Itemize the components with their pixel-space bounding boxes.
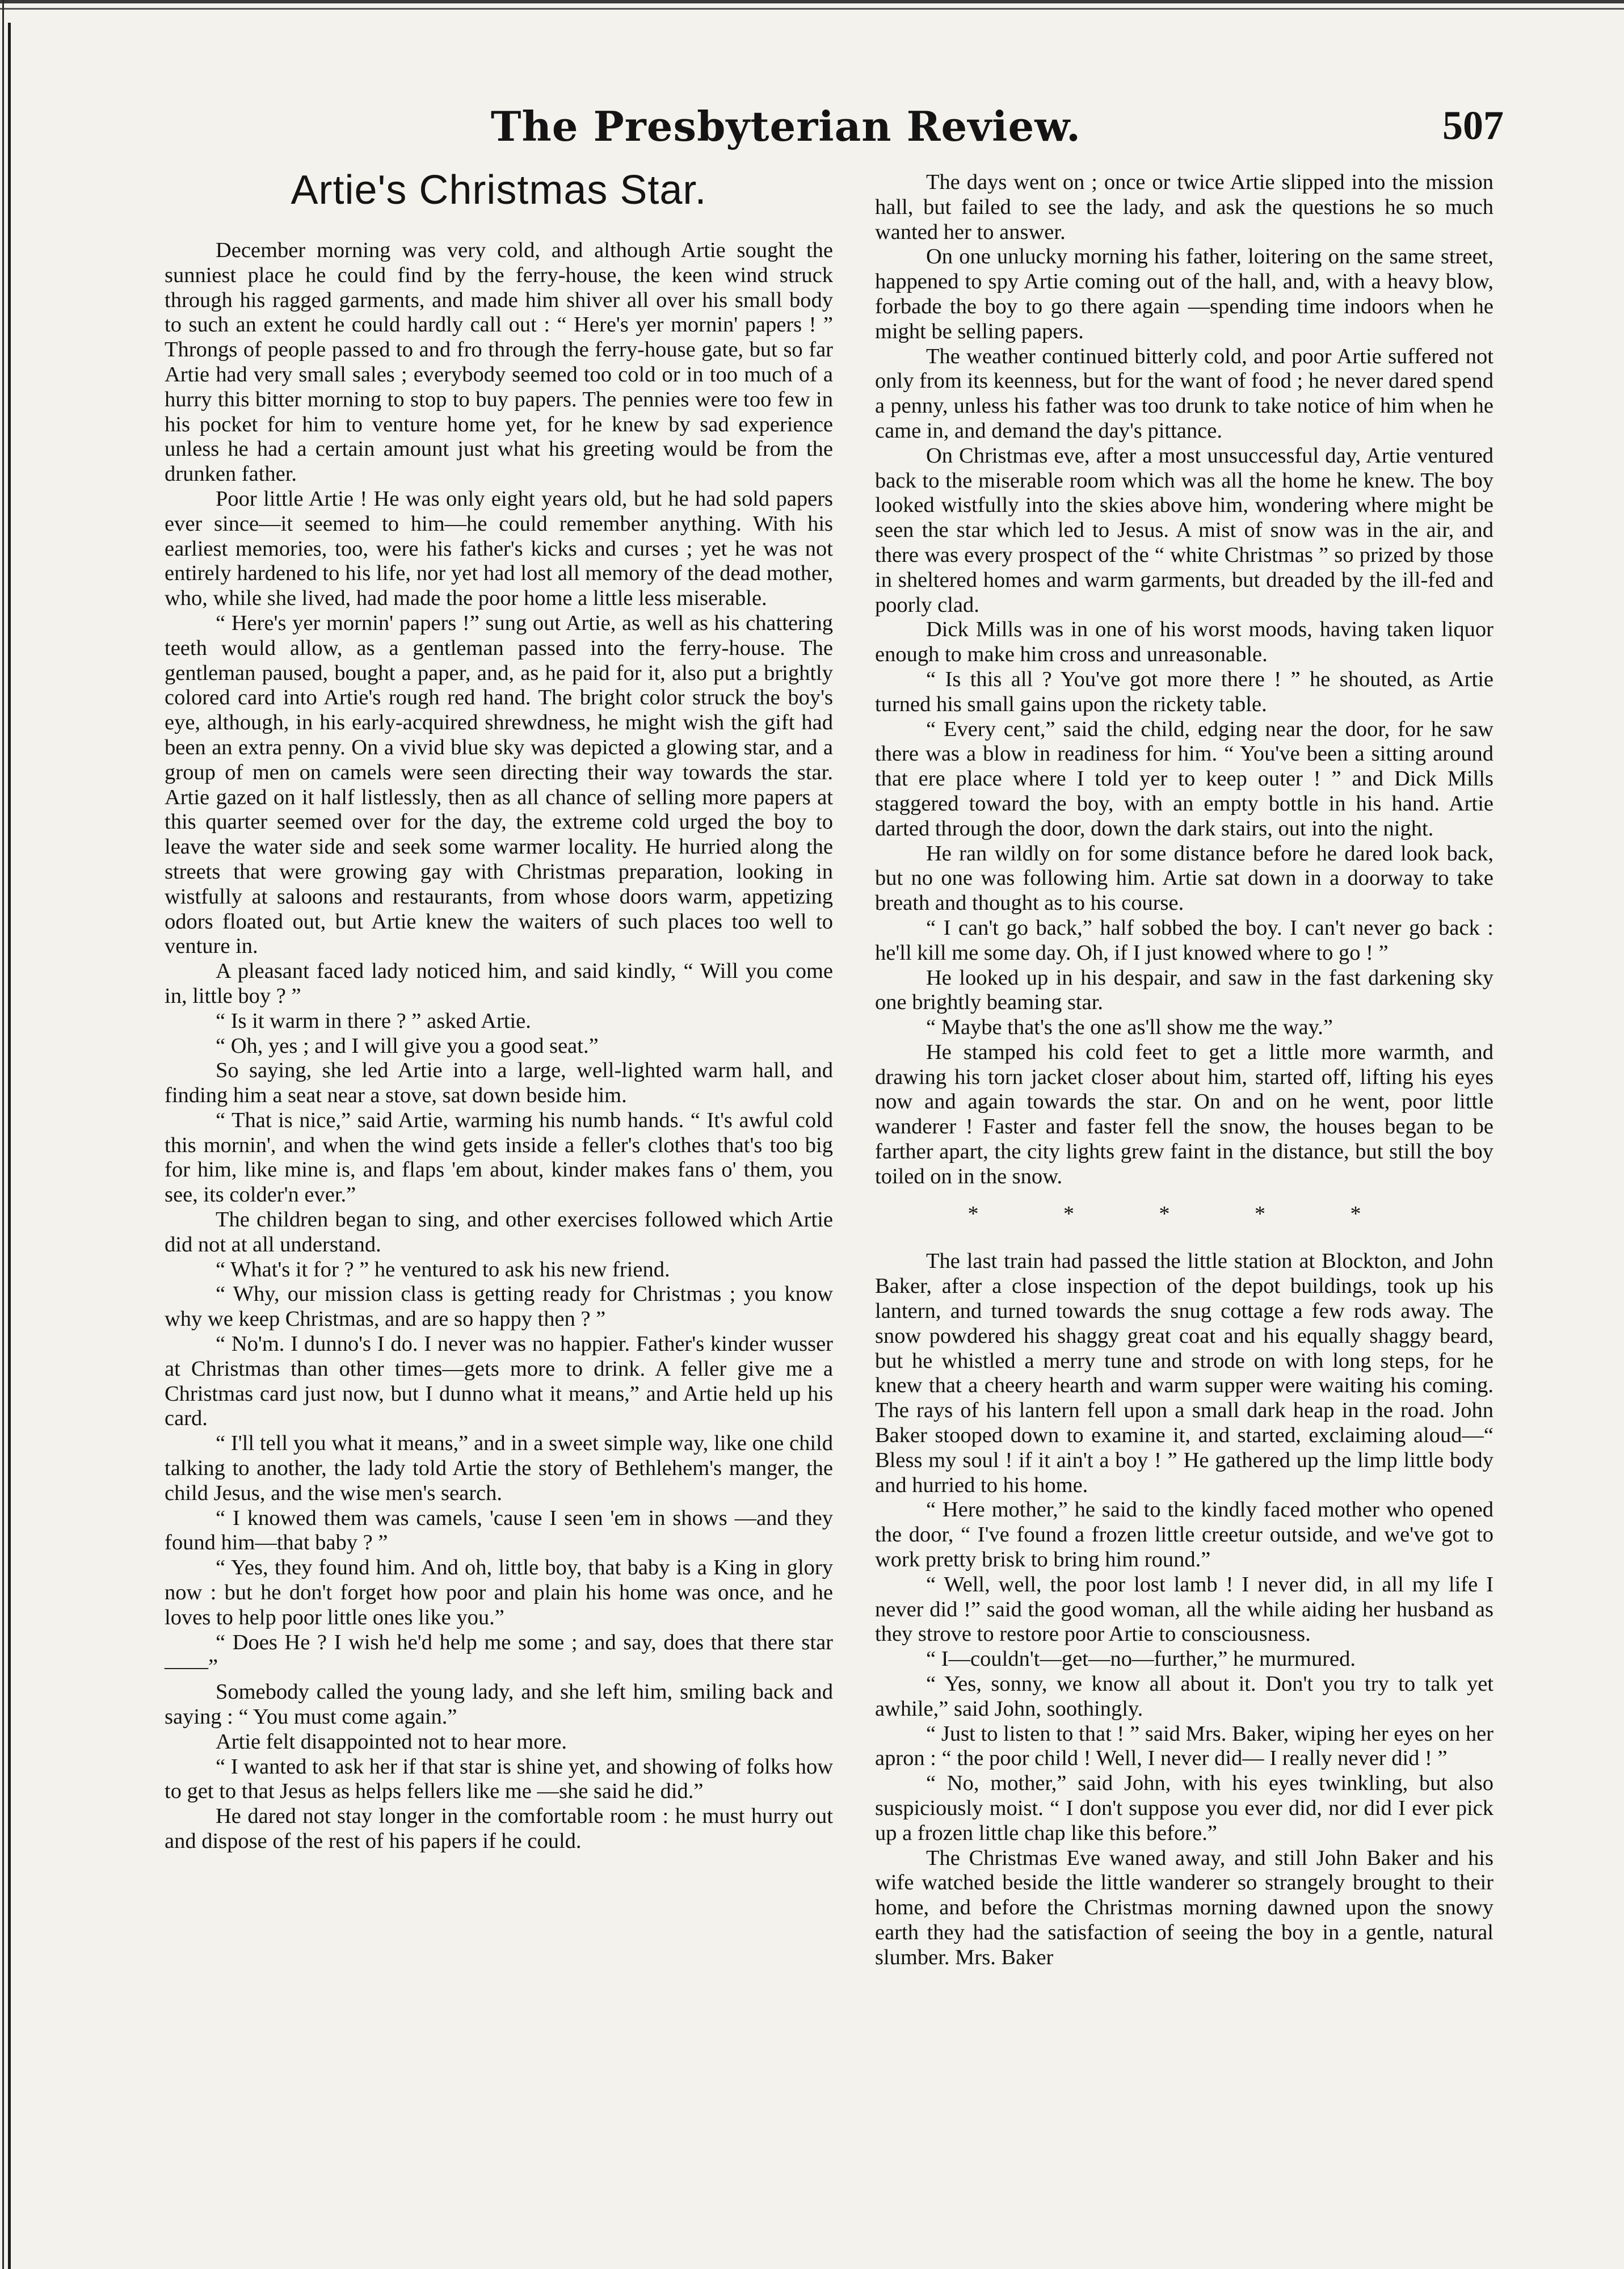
paragraph: “ Yes, sonny, we know all about it. Don't you try to talk yet awhile,” said John, soothingly. <box>875 1672 1493 1721</box>
paragraph: He dared not stay longer in the comfortable room : he must hurry out and dispose of the rest of his papers if he could. <box>165 1804 833 1853</box>
paragraph: “ That is nice,” said Artie, warming his numb hands. “ It's awful cold this mornin', and when the wind gets inside a feller's clothes that's too big for him, like mine is, and flaps 'em about, kinder makes fans o' them, you see, its colder'n ever.” <box>165 1108 833 1207</box>
paragraph: He ran wildly on for some distance before he dared look back, but no one was following him. Artie sat down in a doorway to take breath and thought as to his course. <box>875 841 1493 915</box>
paragraph: “ Here's yer mornin' papers !” sung out Artie, as well as his chattering teeth would allow, as a gentleman passed into the ferry-house. The gentleman paused, bought a paper, and, as he paid for it, also put a brightly colored card into Artie's rough red hand. The bright color struck the boy's eye, although, in his early-acquired shrewdness, he might wish the gift had been an extra penny. On a vivid blue sky was depicted a glowing star, and a group of men on camels were seen directing their way towards the star. Artie gazed on it half listlessly, then as all chance of selling more papers at this quarter seemed over for the day, the extreme cold urged the boy to leave the water side and seek some warmer locality. He hurried along the streets that were growing gay with Christmas preparation, looking in wistfully at saloons and restaurants, from whose doors warm, appetizing odors floated out, but Artie knew the waiters of such places too well to venture in. <box>165 611 833 959</box>
paragraph: “ What's it for ? ” he ventured to ask his new friend. <box>216 1257 670 1281</box>
paragraph: The children began to sing, and other exercises followed which Artie did not at all understand. <box>165 1208 833 1257</box>
paragraph: “ Oh, yes ; and I will give you a good seat.” <box>216 1033 599 1058</box>
paragraph: “ Maybe that's the one as'll show me the way.” <box>926 1015 1333 1040</box>
right-paragraphs-part-two <box>875 1249 1493 1970</box>
paragraph: On Christmas eve, after a most unsuccessful day, Artie ventured back to the miserable room which was all the home he knew. The boy looked wistfully into the skies above him, wondering where might be seen the star which led to Jesus. A mist of snow was in the air, and there was every prospect of the “ white Christmas ” so prized by those in sheltered homes and warm garments, but dreaded by the ill-fed and poorly clad. <box>875 443 1493 617</box>
paragraph: A pleasant faced lady noticed him, and said kindly, “ Will you come in, little boy ? ” <box>165 959 833 1008</box>
paragraph: “ No, mother,” said John, with his eyes twinkling, but also suspiciously moist. “ I don't suppose you ever did, nor did I ever pick up a frozen little chap like this before.” <box>875 1771 1493 1845</box>
paragraph: “ Well, well, the poor lost lamb ! I never did, in all my life I never did !” said the good woman, all the while aiding her husband as they strove to restore poor Artie to consciousness. <box>875 1572 1493 1646</box>
paragraph: The weather continued bitterly cold, and poor Artie suffered not only from its keenness, but for the want of food ; he never dared spend a penny, unless his father was too drunk to take notice of him when he came in, and demand the day's pittance. <box>875 344 1493 443</box>
paragraph: Artie felt disappointed not to hear more. <box>216 1729 567 1754</box>
paragraph: “ I—couldn't—get—no—further,” he murmured. <box>926 1647 1356 1671</box>
left-paragraphs <box>165 238 833 1854</box>
paragraph: Poor little Artie ! He was only eight years old, but he had sold papers ever since—it seemed to him—he could remember anything. With his earliest memories, too, were his father's kicks and curses ; yet he was not entirely hardened to his life, nor yet had lost all memory of the dead mother, who, while she lived, had made the poor home a little less miserable. <box>165 486 833 611</box>
paragraph: December morning was very cold, and although Artie sought the sunniest place he could find by the ferry-house, the keen wind struck through his ragged garments, and made him shiver all over his small body to such an extent he could hardly call out : “ Here's yer mornin' papers ! ” Throngs of people passed to and fro through the ferry-house gate, but so far Artie had very small sales ; everybody seemed too cold or in too much of a hurry this bitter morning to stop to buy papers. The pennies were too few in his pocket for him to venture home yet, for he knew by sad experience unless he had a certain amount just what his greeting would be from the drunken father. <box>165 238 833 486</box>
paragraph: He looked up in his despair, and saw in the fast darkening sky one brightly beaming star. <box>875 965 1493 1015</box>
paragraph: “ I wanted to ask her if that star is shine yet, and showing of folks how to get to that Jesus as helps fellers like me —she said he did.” <box>165 1754 833 1804</box>
paragraph: “ I'll tell you what it means,” and in a sweet simple way, like one child talking to another, the lady told Artie the story of Bethlehem's manger, the child Jesus, and the wise men's search. <box>165 1431 833 1505</box>
section-separator: * * * * * <box>967 1201 1401 1226</box>
right-column <box>875 170 1493 1970</box>
right-paragraphs-part-one <box>875 170 1493 1190</box>
left-column <box>165 165 833 1854</box>
paragraph: The Christmas Eve waned away, and still John Baker and his wife watched beside the little wanderer so strangely brought to their home, and before the Christmas morning dawned upon the snowy earth they had the satisfaction of seeing the boy in a gentle, natural slumber. Mrs. Baker <box>875 1846 1493 1969</box>
left-border-rule <box>0 0 23 2269</box>
paragraph: “ Is it warm in there ? ” asked Artie. <box>216 1009 531 1033</box>
paragraph: “ Here mother,” he said to the kindly faced mother who opened the door, “ I've found a frozen little creetur outside, and we've got to work pretty brisk to bring him round.” <box>875 1498 1493 1572</box>
paragraph: He stamped his cold feet to get a little more warmth, and drawing his torn jacket closer about him, started off, lifting his eyes now and again towards the star. On and on he went, poor little wanderer ! Faster and faster fell the snow, the houses began to be farther apart, the city lights grew faint in the distance, but still the boy toiled on in the snow. <box>875 1040 1493 1188</box>
paragraph: So saying, she led Artie into a large, well-lighted warm hall, and finding him a seat near a stove, sat down beside him. <box>165 1058 833 1108</box>
paragraph: “ Yes, they found him. And oh, little boy, that baby is a King in glory now : but he don't forget how poor and plain his home was once, and he loves to help poor little ones like you.” <box>165 1556 833 1629</box>
paragraph: “ Why, our mission class is getting ready for Christmas ; you know why we keep Christmas, and are so happy then ? ” <box>165 1282 833 1331</box>
paragraph: “ Does He ? I wish he'd help me some ; and say, does that there star——” <box>165 1630 833 1679</box>
paragraph: “ I can't go back,” half sobbed the boy. I can't never go back : he'll kill me some day. Oh, if I just knowed where to go ! ” <box>875 915 1493 965</box>
paragraph: Dick Mills was in one of his worst moods, having taken liquor enough to make him cross and unreasonable. <box>875 617 1493 667</box>
paragraph: The days went on ; once or twice Artie slipped into the mission hall, but failed to see the lady, and ask the questions he so much wanted her to answer. <box>875 170 1493 244</box>
paragraph: The last train had passed the little station at Blockton, and John Baker, after a close inspection of the depot buildings, took up his lantern, and turned towards the snug cottage a few rods away. The snow powdered his shaggy great coat and his equally shaggy beard, but he whistled a merry tune and strode on with long steps, for he knew that a cheery hearth and warm supper were waiting his coming. The rays of his lantern fell upon a small dark heap in the road. John Baker stooped down to examine it, and started, exclaiming aloud—“ Bless my soul ! if it ain't a boy ! ” He gathered up the limp little body and hurried to his home. <box>875 1249 1493 1497</box>
paragraph: Somebody called the young lady, and she left him, smiling back and saying : “ You must come again.” <box>165 1680 833 1729</box>
paragraph: “ Just to listen to that ! ” said Mrs. Baker, wiping her eyes on her apron : “ the poor child ! Well, I never did— I really never did ! ” <box>875 1721 1493 1771</box>
paragraph: On one unlucky morning his father, loitering on the same street, happened to spy Artie coming out of the hall, and, with a heavy blow, forbade the boy to go there again —spending time indoors when he might be selling papers. <box>875 245 1493 343</box>
journal-title: The Presbyterian Review. <box>490 102 1082 150</box>
paragraph: “ No'm. I dunno's I do. I never was no happier. Father's kinder wusser at Christmas than other times—gets more to drink. A feller give me a Christmas card just now, but I dunno what it means,” and Artie held up his card. <box>165 1332 833 1431</box>
story-title: Artie's Christmas Star. <box>291 167 707 213</box>
top-border-rule <box>0 0 1624 17</box>
page-header <box>68 102 1504 165</box>
paragraph: “ Every cent,” said the child, edging near the door, for he saw there was a blow in readiness for him. “ You've been a sitting around that ere place where I told yer to keep outer ! ” and Dick Mills staggered toward the boy, with an empty bottle in his hand. Artie darted through the door, down the dark stairs, out into the night. <box>875 717 1493 841</box>
paragraph: “ I knowed them was camels, 'cause I seen 'em in shows —and they found him—that baby ? ” <box>165 1506 833 1555</box>
paragraph: “ Is this all ? You've got more there ! ” he shouted, as Artie turned his small gains upon the rickety table. <box>875 667 1493 716</box>
page-number: 507 <box>1442 103 1504 148</box>
